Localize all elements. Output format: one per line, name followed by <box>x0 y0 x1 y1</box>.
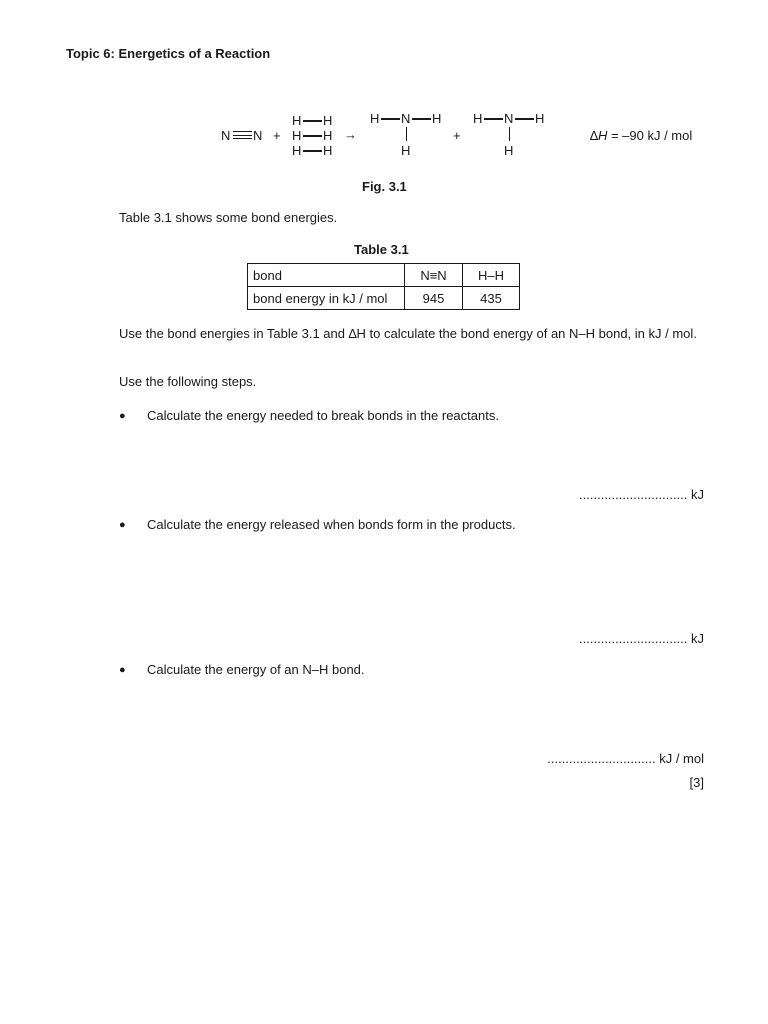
step-3-text: Calculate the energy of an N–H bond. <box>147 662 365 677</box>
product2-bottom-h: H <box>504 143 514 158</box>
product1-left-h: H <box>370 111 380 126</box>
table-cell: 435 <box>463 287 520 310</box>
plus-sign-1: + <box>273 128 281 143</box>
h2-row3-right: H <box>323 143 333 158</box>
h2-row2-bond <box>303 135 322 137</box>
h2-row1-bond <box>303 120 322 122</box>
topic-title: Topic 6: Energetics of a Reaction <box>66 46 271 61</box>
step-2-answer-line[interactable]: .............................. kJ <box>579 631 704 646</box>
step-2-text: Calculate the energy released when bonds form in the products. <box>147 517 516 532</box>
h2-row1-left: H <box>292 113 302 128</box>
reaction-equation <box>0 0 768 170</box>
delta-value: = –90 kJ / mol <box>607 128 693 143</box>
bullet-icon: ● <box>119 410 126 422</box>
n2-right-atom: N <box>253 128 263 143</box>
h2-row3-left: H <box>292 143 302 158</box>
bullet-icon: ● <box>119 664 126 676</box>
table-cell: bond <box>248 264 405 287</box>
product1-left-bond <box>381 118 400 120</box>
triple-bond-line-3 <box>233 138 252 139</box>
figure-caption: Fig. 3.1 <box>362 179 407 194</box>
product1-right-bond <box>412 118 431 120</box>
table-cell: 945 <box>405 287 463 310</box>
bullet-icon: ● <box>119 519 126 531</box>
delta-variable: H <box>597 128 608 143</box>
product2-left-h: H <box>473 111 483 126</box>
h2-row2-left: H <box>292 128 302 143</box>
step-1-answer-line[interactable]: .............................. kJ <box>579 487 704 502</box>
triple-bond-line-2 <box>233 135 252 136</box>
h2-row3-bond <box>303 150 322 152</box>
table-cell: bond energy in kJ / mol <box>248 287 405 310</box>
steps-intro: Use the following steps. <box>119 374 257 389</box>
table-caption: Table 3.1 <box>354 242 409 257</box>
step-3-answer-line[interactable]: .............................. kJ / mol <box>547 751 704 766</box>
delta-h <box>590 128 692 143</box>
reaction-arrow: → <box>344 127 357 142</box>
step-1-text: Calculate the energy needed to break bonds in the reactants. <box>147 408 499 423</box>
table-cell: N≡N <box>405 264 463 287</box>
table-intro-text: Table 3.1 shows some bond energies. <box>119 210 338 225</box>
product2-right-bond <box>515 118 534 120</box>
product2-left-bond <box>484 118 503 120</box>
marks-label: [3] <box>689 775 704 790</box>
question-instruction: Use the bond energies in Table 3.1 and ∆H to calculate the bond energy of an N–H bond, in kJ / mol. <box>119 326 697 341</box>
product2-vertical-bond <box>509 127 511 141</box>
product1-n: N <box>401 111 411 126</box>
h2-row1-right: H <box>323 113 333 128</box>
bond-energy-table <box>247 263 520 310</box>
product1-right-h: H <box>432 111 442 126</box>
table-row <box>248 287 520 310</box>
table-row <box>248 264 520 287</box>
h2-row2-right: H <box>323 128 333 143</box>
plus-sign-2: + <box>453 128 461 143</box>
n2-left-atom: N <box>221 128 231 143</box>
table-cell: H–H <box>463 264 520 287</box>
delta-symbol: ∆ <box>590 128 598 143</box>
product1-vertical-bond <box>406 127 408 141</box>
triple-bond-line-1 <box>233 131 252 132</box>
product2-right-h: H <box>535 111 545 126</box>
product2-n: N <box>504 111 514 126</box>
product1-bottom-h: H <box>401 143 411 158</box>
